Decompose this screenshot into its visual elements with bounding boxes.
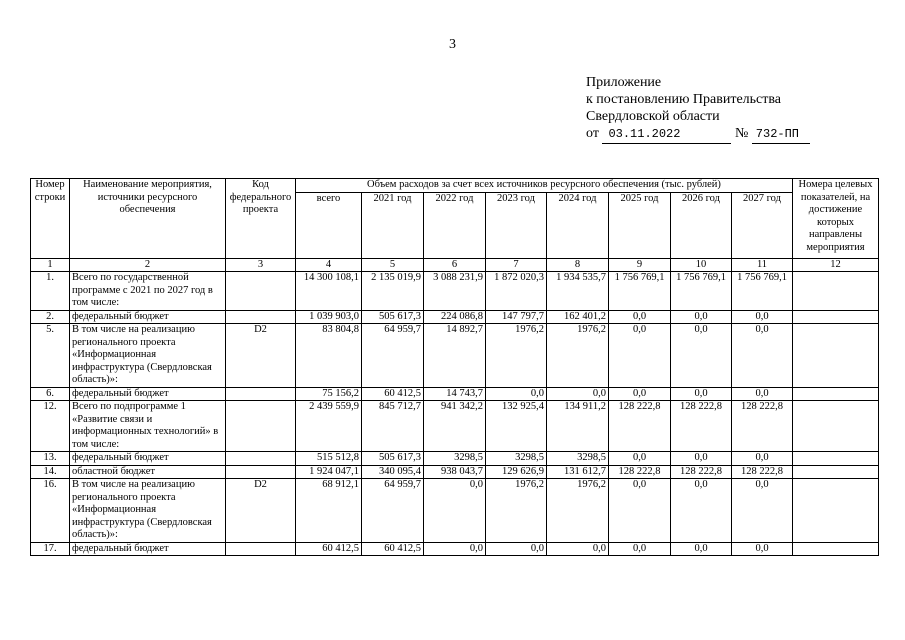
cell-total: 68 912,1 <box>296 479 362 543</box>
table-row <box>31 479 879 543</box>
header-row-no: Номер строки <box>31 179 70 259</box>
cell-2023: 0,0 <box>486 387 547 401</box>
cell-name: федеральный бюджет <box>70 542 226 556</box>
cell-2023: 147 797,7 <box>486 310 547 324</box>
table-row <box>31 272 879 311</box>
cell-project-code <box>226 542 296 556</box>
cell-2022: 0,0 <box>424 542 486 556</box>
cell-row-number: 2. <box>31 310 70 324</box>
cell-name: В том числе на реализацию регионального проекта «Информационная инфраструктура (Свердловская область)»: <box>70 324 226 388</box>
cell-2024: 1976,2 <box>547 479 609 543</box>
cell-2027: 0,0 <box>732 324 793 388</box>
cell-2022: 14 743,7 <box>424 387 486 401</box>
cell-2027: 0,0 <box>732 542 793 556</box>
cell-project-code <box>226 387 296 401</box>
cell-2025: 128 222,8 <box>609 401 671 452</box>
decree-number: 732-ПП <box>752 126 810 144</box>
table-row <box>31 542 879 556</box>
appendix-date-line <box>586 125 810 144</box>
column-number: 11 <box>732 258 793 272</box>
cell-targets <box>793 465 879 479</box>
cell-2021: 2 135 019,9 <box>362 272 424 311</box>
cell-name: федеральный бюджет <box>70 452 226 466</box>
cell-2021: 340 095,4 <box>362 465 424 479</box>
cell-2023: 3298,5 <box>486 452 547 466</box>
cell-2027: 0,0 <box>732 387 793 401</box>
cell-2025: 0,0 <box>609 452 671 466</box>
header-expenses-group: Объем расходов за счет всех источников ресурсного обеспечения (тыс. рублей) <box>296 179 793 193</box>
cell-2024: 0,0 <box>547 387 609 401</box>
cell-2022: 938 043,7 <box>424 465 486 479</box>
cell-row-number: 14. <box>31 465 70 479</box>
cell-total: 515 512,8 <box>296 452 362 466</box>
cell-2024: 0,0 <box>547 542 609 556</box>
column-number: 6 <box>424 258 486 272</box>
table-row <box>31 324 879 388</box>
cell-2026: 0,0 <box>671 387 732 401</box>
table-row <box>31 401 879 452</box>
decree-date: 03.11.2022 <box>602 126 731 144</box>
cell-2024: 134 911,2 <box>547 401 609 452</box>
header-2027: 2027 год <box>732 192 793 258</box>
cell-2021: 60 412,5 <box>362 387 424 401</box>
cell-2027: 128 222,8 <box>732 401 793 452</box>
cell-total: 60 412,5 <box>296 542 362 556</box>
cell-2023: 1 872 020,3 <box>486 272 547 311</box>
page-number: 3 <box>449 37 456 52</box>
column-number: 5 <box>362 258 424 272</box>
column-number: 9 <box>609 258 671 272</box>
cell-2025: 0,0 <box>609 479 671 543</box>
cell-2026: 0,0 <box>671 324 732 388</box>
cell-2022: 14 892,7 <box>424 324 486 388</box>
table-row <box>31 452 879 466</box>
cell-name: федеральный бюджет <box>70 387 226 401</box>
cell-targets <box>793 479 879 543</box>
appendix-block <box>586 74 810 144</box>
cell-2027: 0,0 <box>732 452 793 466</box>
cell-targets <box>793 272 879 311</box>
column-number: 2 <box>70 258 226 272</box>
cell-2023: 129 626,9 <box>486 465 547 479</box>
cell-2025: 0,0 <box>609 387 671 401</box>
cell-2026: 0,0 <box>671 452 732 466</box>
cell-2021: 64 959,7 <box>362 324 424 388</box>
cell-2022: 3 088 231,9 <box>424 272 486 311</box>
cell-total: 1 039 903,0 <box>296 310 362 324</box>
header-code: Код федерального проекта <box>226 179 296 259</box>
cell-2026: 128 222,8 <box>671 465 732 479</box>
cell-2022: 224 086,8 <box>424 310 486 324</box>
column-number: 10 <box>671 258 732 272</box>
cell-2022: 0,0 <box>424 479 486 543</box>
cell-2027: 128 222,8 <box>732 465 793 479</box>
cell-2027: 1 756 769,1 <box>732 272 793 311</box>
header-2025: 2025 год <box>609 192 671 258</box>
cell-2022: 941 342,2 <box>424 401 486 452</box>
cell-total: 14 300 108,1 <box>296 272 362 311</box>
column-number: 4 <box>296 258 362 272</box>
header-2024: 2024 год <box>547 192 609 258</box>
column-number: 3 <box>226 258 296 272</box>
cell-name: В том числе на реализацию регионального проекта «Информационная инфраструктура (Свердловская область)»: <box>70 479 226 543</box>
cell-name: Всего по государственной программе с 2021 по 2027 год в том числе: <box>70 272 226 311</box>
number-label: № <box>734 126 749 141</box>
cell-total: 75 156,2 <box>296 387 362 401</box>
cell-total: 2 439 559,9 <box>296 401 362 452</box>
cell-2023: 132 925,4 <box>486 401 547 452</box>
from-label: от <box>586 126 599 141</box>
header-2026: 2026 год <box>671 192 732 258</box>
cell-2021: 64 959,7 <box>362 479 424 543</box>
cell-row-number: 1. <box>31 272 70 311</box>
appendix-title: Приложение <box>586 75 662 90</box>
cell-2022: 3298,5 <box>424 452 486 466</box>
cell-2026: 0,0 <box>671 479 732 543</box>
header-2023: 2023 год <box>486 192 547 258</box>
column-number: 1 <box>31 258 70 272</box>
cell-targets <box>793 542 879 556</box>
cell-2024: 131 612,7 <box>547 465 609 479</box>
cell-2024: 3298,5 <box>547 452 609 466</box>
table-row <box>31 387 879 401</box>
cell-targets <box>793 324 879 388</box>
cell-project-code <box>226 401 296 452</box>
cell-total: 83 804,8 <box>296 324 362 388</box>
cell-2021: 845 712,7 <box>362 401 424 452</box>
cell-row-number: 6. <box>31 387 70 401</box>
cell-targets <box>793 452 879 466</box>
cell-row-number: 16. <box>31 479 70 543</box>
cell-project-code: D2 <box>226 324 296 388</box>
cell-row-number: 5. <box>31 324 70 388</box>
cell-2025: 0,0 <box>609 324 671 388</box>
cell-2025: 1 756 769,1 <box>609 272 671 311</box>
cell-2021: 60 412,5 <box>362 542 424 556</box>
resource-table <box>30 178 879 556</box>
table-body <box>31 272 879 556</box>
cell-2024: 1 934 535,7 <box>547 272 609 311</box>
cell-project-code <box>226 310 296 324</box>
cell-targets <box>793 387 879 401</box>
cell-2025: 0,0 <box>609 542 671 556</box>
cell-name: федеральный бюджет <box>70 310 226 324</box>
cell-2023: 0,0 <box>486 542 547 556</box>
cell-2024: 1976,2 <box>547 324 609 388</box>
header-total: всего <box>296 192 362 258</box>
cell-name: областной бюджет <box>70 465 226 479</box>
cell-total: 1 924 047,1 <box>296 465 362 479</box>
cell-2027: 0,0 <box>732 310 793 324</box>
header-name: Наименование мероприятия, источники ресурсного обеспечения <box>70 179 226 259</box>
cell-2023: 1976,2 <box>486 324 547 388</box>
cell-2021: 505 617,3 <box>362 452 424 466</box>
cell-2024: 162 401,2 <box>547 310 609 324</box>
cell-row-number: 13. <box>31 452 70 466</box>
column-number: 12 <box>793 258 879 272</box>
table-row <box>31 465 879 479</box>
cell-targets <box>793 310 879 324</box>
cell-2021: 505 617,3 <box>362 310 424 324</box>
table-row <box>31 310 879 324</box>
header-row-1 <box>31 179 879 193</box>
cell-name: Всего по подпрограмме 1 «Развитие связи и информационных технологий» в том числе: <box>70 401 226 452</box>
cell-project-code <box>226 465 296 479</box>
header-2022: 2022 год <box>424 192 486 258</box>
cell-2025: 0,0 <box>609 310 671 324</box>
cell-2023: 1976,2 <box>486 479 547 543</box>
cell-targets <box>793 401 879 452</box>
cell-project-code <box>226 452 296 466</box>
column-number-row <box>31 258 879 272</box>
cell-project-code: D2 <box>226 479 296 543</box>
cell-2026: 0,0 <box>671 310 732 324</box>
column-number: 8 <box>547 258 609 272</box>
cell-project-code <box>226 272 296 311</box>
appendix-line-2: к постановлению Правительства <box>586 92 782 107</box>
cell-2026: 128 222,8 <box>671 401 732 452</box>
cell-2026: 1 756 769,1 <box>671 272 732 311</box>
cell-2026: 0,0 <box>671 542 732 556</box>
cell-row-number: 17. <box>31 542 70 556</box>
column-number: 7 <box>486 258 547 272</box>
header-targets: Номера целевых показателей, на достижение которых направлены мероприятия <box>793 179 879 259</box>
appendix-line-3: Свердловской области <box>586 109 720 124</box>
cell-2027: 0,0 <box>732 479 793 543</box>
cell-row-number: 12. <box>31 401 70 452</box>
cell-2025: 128 222,8 <box>609 465 671 479</box>
header-2021: 2021 год <box>362 192 424 258</box>
